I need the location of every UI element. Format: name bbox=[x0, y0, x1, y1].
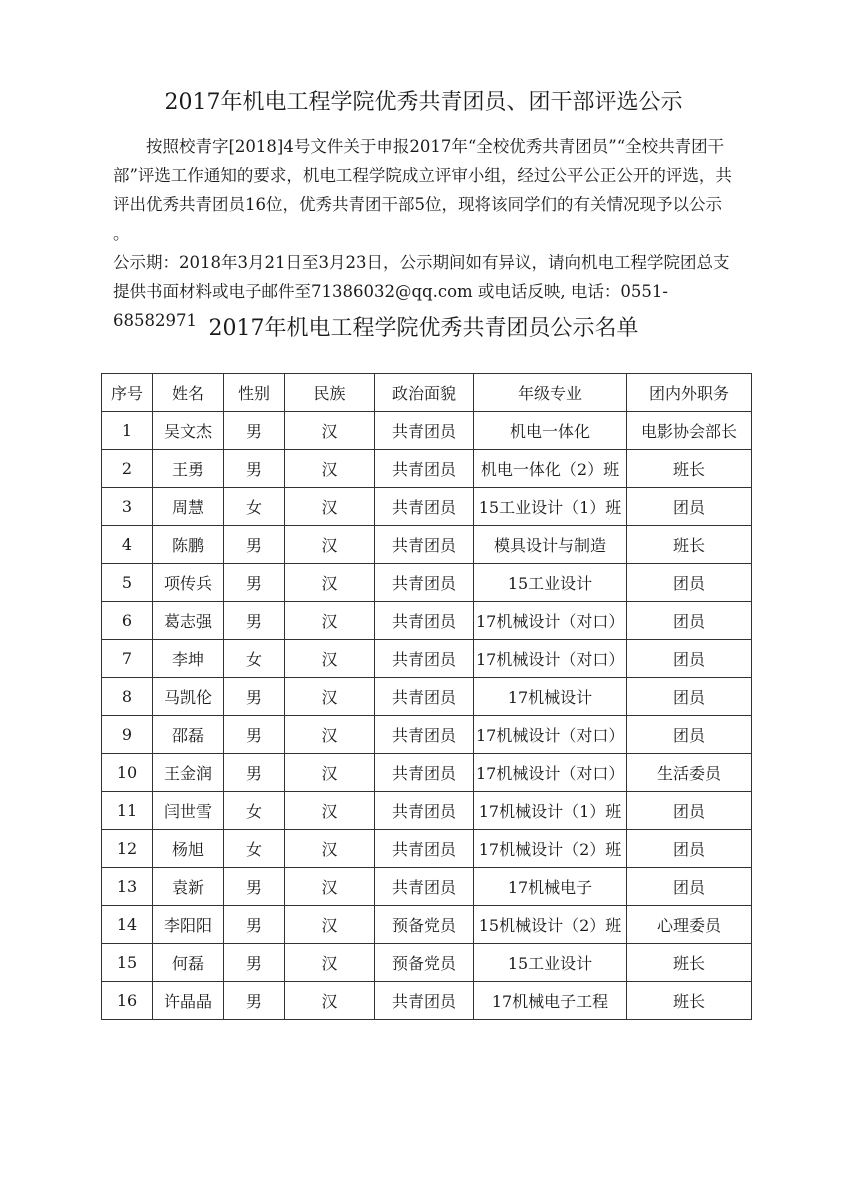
cell-position: 团员 bbox=[627, 640, 752, 678]
table-header-row bbox=[102, 374, 752, 412]
table-row bbox=[102, 526, 752, 564]
cell-position: 团员 bbox=[627, 716, 752, 754]
notice-paragraph-requirements: 按照校青字[2018]4号文件关于申报2017年“全校优秀共青团员”“全校共青团干部”评选工作通知的要求，机电工程学院成立评审小组，经过公平公正公开的评选，共评出优秀共青团员16位，优秀共青团干部5位，现将该同学们的有关情况现予以公示 。 bbox=[113, 137, 732, 243]
cell-political-status: 共青团员 bbox=[375, 678, 474, 716]
table-row bbox=[102, 678, 752, 716]
cell-gender: 男 bbox=[224, 944, 285, 982]
notice-paragraph-period: 公示期：2018年3月21日至3月23日，公示期间如有异议，请向机电工程学院团总支提供书面材料或电子邮件至71386032@qq.com 或电话反映, 电话：0551-68582971 bbox=[113, 253, 730, 330]
cell-political-status: 预备党员 bbox=[375, 906, 474, 944]
table-row bbox=[102, 412, 752, 450]
cell-name: 项传兵 bbox=[153, 564, 224, 602]
cell-number: 12 bbox=[102, 830, 153, 868]
cell-name: 李阳阳 bbox=[153, 906, 224, 944]
cell-grade-major: 15工业设计 bbox=[474, 564, 627, 602]
cell-political-status: 共青团员 bbox=[375, 526, 474, 564]
cell-gender: 女 bbox=[224, 830, 285, 868]
cell-grade-major: 17机械设计（1）班 bbox=[474, 792, 627, 830]
cell-ethnicity: 汉 bbox=[285, 602, 375, 640]
cell-political-status: 共青团员 bbox=[375, 640, 474, 678]
cell-political-status: 共青团员 bbox=[375, 868, 474, 906]
cell-grade-major: 17机械电子 bbox=[474, 868, 627, 906]
header-name: 姓名 bbox=[153, 374, 224, 412]
header-political-status: 政治面貌 bbox=[375, 374, 474, 412]
cell-gender: 男 bbox=[224, 678, 285, 716]
cell-name: 马凯伦 bbox=[153, 678, 224, 716]
cell-ethnicity: 汉 bbox=[285, 868, 375, 906]
cell-ethnicity: 汉 bbox=[285, 640, 375, 678]
cell-grade-major: 15工业设计（1）班 bbox=[474, 488, 627, 526]
cell-gender: 女 bbox=[224, 640, 285, 678]
cell-name: 吴文杰 bbox=[153, 412, 224, 450]
cell-grade-major: 15工业设计 bbox=[474, 944, 627, 982]
cell-name: 何磊 bbox=[153, 944, 224, 982]
cell-number: 16 bbox=[102, 982, 153, 1020]
cell-ethnicity: 汉 bbox=[285, 526, 375, 564]
cell-position: 团员 bbox=[627, 868, 752, 906]
table-row bbox=[102, 868, 752, 906]
cell-grade-major: 17机械设计（对口） bbox=[474, 754, 627, 792]
cell-name: 杨旭 bbox=[153, 830, 224, 868]
cell-name: 闫世雪 bbox=[153, 792, 224, 830]
cell-grade-major: 15机械设计（2）班 bbox=[474, 906, 627, 944]
cell-name: 葛志强 bbox=[153, 602, 224, 640]
cell-number: 11 bbox=[102, 792, 153, 830]
cell-political-status: 共青团员 bbox=[375, 488, 474, 526]
cell-grade-major: 17机械设计（对口） bbox=[474, 602, 627, 640]
cell-ethnicity: 汉 bbox=[285, 830, 375, 868]
cell-political-status: 共青团员 bbox=[375, 716, 474, 754]
table-row bbox=[102, 944, 752, 982]
cell-number: 13 bbox=[102, 868, 153, 906]
cell-grade-major: 机电一体化（2）班 bbox=[474, 450, 627, 488]
cell-political-status: 共青团员 bbox=[375, 450, 474, 488]
cell-position: 班长 bbox=[627, 982, 752, 1020]
cell-gender: 女 bbox=[224, 488, 285, 526]
table-row bbox=[102, 716, 752, 754]
table-row bbox=[102, 754, 752, 792]
cell-ethnicity: 汉 bbox=[285, 906, 375, 944]
cell-political-status: 共青团员 bbox=[375, 412, 474, 450]
cell-ethnicity: 汉 bbox=[285, 450, 375, 488]
table-row bbox=[102, 640, 752, 678]
cell-position: 班长 bbox=[627, 944, 752, 982]
table-row bbox=[102, 602, 752, 640]
cell-number: 7 bbox=[102, 640, 153, 678]
cell-position: 生活委员 bbox=[627, 754, 752, 792]
cell-ethnicity: 汉 bbox=[285, 412, 375, 450]
table-row bbox=[102, 906, 752, 944]
cell-position: 班长 bbox=[627, 450, 752, 488]
cell-position: 团员 bbox=[627, 602, 752, 640]
cell-grade-major: 17机械电子工程 bbox=[474, 982, 627, 1020]
cell-ethnicity: 汉 bbox=[285, 678, 375, 716]
cell-gender: 男 bbox=[224, 754, 285, 792]
notice-body bbox=[113, 132, 743, 335]
cell-name: 许晶晶 bbox=[153, 982, 224, 1020]
cell-grade-major: 模具设计与制造 bbox=[474, 526, 627, 564]
table-body bbox=[102, 412, 752, 1020]
cell-position: 团员 bbox=[627, 830, 752, 868]
cell-grade-major: 机电一体化 bbox=[474, 412, 627, 450]
cell-position: 班长 bbox=[627, 526, 752, 564]
table-row bbox=[102, 450, 752, 488]
cell-name: 周慧 bbox=[153, 488, 224, 526]
cell-political-status: 预备党员 bbox=[375, 944, 474, 982]
cell-political-status: 共青团员 bbox=[375, 982, 474, 1020]
cell-position: 团员 bbox=[627, 488, 752, 526]
cell-name: 王金润 bbox=[153, 754, 224, 792]
cell-position: 电影协会部长 bbox=[627, 412, 752, 450]
cell-ethnicity: 汉 bbox=[285, 564, 375, 602]
cell-number: 3 bbox=[102, 488, 153, 526]
table-row bbox=[102, 488, 752, 526]
cell-name: 陈鹏 bbox=[153, 526, 224, 564]
cell-gender: 女 bbox=[224, 792, 285, 830]
cell-gender: 男 bbox=[224, 982, 285, 1020]
cell-grade-major: 17机械设计 bbox=[474, 678, 627, 716]
cell-gender: 男 bbox=[224, 906, 285, 944]
list-title: 2017年机电工程学院优秀共青团员公示名单 bbox=[208, 316, 639, 341]
header-gender: 性别 bbox=[224, 374, 285, 412]
cell-ethnicity: 汉 bbox=[285, 716, 375, 754]
cell-number: 9 bbox=[102, 716, 153, 754]
cell-ethnicity: 汉 bbox=[285, 488, 375, 526]
table-row bbox=[102, 792, 752, 830]
cell-gender: 男 bbox=[224, 564, 285, 602]
cell-political-status: 共青团员 bbox=[375, 564, 474, 602]
table-row bbox=[102, 830, 752, 868]
cell-name: 邵磊 bbox=[153, 716, 224, 754]
cell-number: 5 bbox=[102, 564, 153, 602]
cell-gender: 男 bbox=[224, 450, 285, 488]
cell-gender: 男 bbox=[224, 602, 285, 640]
cell-grade-major: 17机械设计（2）班 bbox=[474, 830, 627, 868]
cell-number: 10 bbox=[102, 754, 153, 792]
table-row bbox=[102, 564, 752, 602]
cell-grade-major: 17机械设计（对口） bbox=[474, 640, 627, 678]
header-number: 序号 bbox=[102, 374, 153, 412]
cell-position: 团员 bbox=[627, 678, 752, 716]
cell-gender: 男 bbox=[224, 716, 285, 754]
header-ethnicity: 民族 bbox=[285, 374, 375, 412]
cell-position: 团员 bbox=[627, 564, 752, 602]
cell-number: 4 bbox=[102, 526, 153, 564]
cell-number: 1 bbox=[102, 412, 153, 450]
document-title: 2017年机电工程学院优秀共青团员、团干部评选公示 bbox=[164, 90, 683, 115]
cell-ethnicity: 汉 bbox=[285, 792, 375, 830]
cell-grade-major: 17机械设计（对口） bbox=[474, 716, 627, 754]
member-table bbox=[101, 373, 752, 1020]
cell-number: 15 bbox=[102, 944, 153, 982]
cell-position: 团员 bbox=[627, 792, 752, 830]
cell-political-status: 共青团员 bbox=[375, 830, 474, 868]
cell-name: 李坤 bbox=[153, 640, 224, 678]
cell-position: 心理委员 bbox=[627, 906, 752, 944]
cell-number: 2 bbox=[102, 450, 153, 488]
cell-name: 王勇 bbox=[153, 450, 224, 488]
cell-number: 14 bbox=[102, 906, 153, 944]
cell-gender: 男 bbox=[224, 412, 285, 450]
cell-political-status: 共青团员 bbox=[375, 754, 474, 792]
cell-number: 8 bbox=[102, 678, 153, 716]
cell-gender: 男 bbox=[224, 526, 285, 564]
cell-number: 6 bbox=[102, 602, 153, 640]
table-row bbox=[102, 982, 752, 1020]
cell-ethnicity: 汉 bbox=[285, 982, 375, 1020]
cell-name: 袁新 bbox=[153, 868, 224, 906]
header-grade-major: 年级专业 bbox=[474, 374, 627, 412]
header-position: 团内外职务 bbox=[627, 374, 752, 412]
cell-gender: 男 bbox=[224, 868, 285, 906]
cell-ethnicity: 汉 bbox=[285, 754, 375, 792]
cell-political-status: 共青团员 bbox=[375, 792, 474, 830]
cell-political-status: 共青团员 bbox=[375, 602, 474, 640]
cell-ethnicity: 汉 bbox=[285, 944, 375, 982]
